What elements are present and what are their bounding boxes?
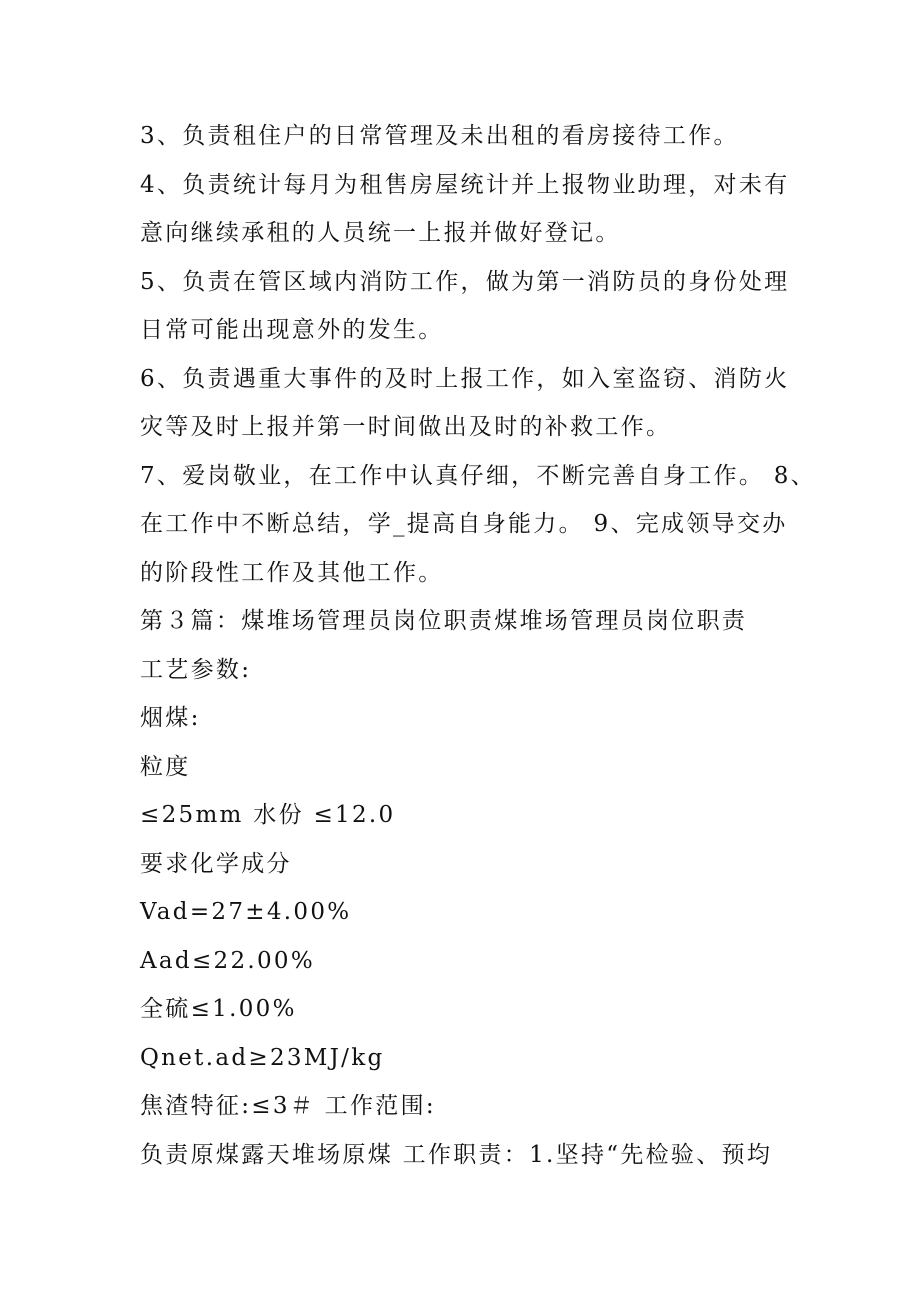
text-line-7: 灾等及时上报并第一时间做出及时的补救工作。 <box>140 414 672 440</box>
text-line-13: 烟煤: <box>140 705 201 731</box>
text-line-6: 6、负责遇重大事件的及时上报工作，如入室盗窃、消防火 <box>140 365 790 392</box>
text-line-20: Qnet.ad≥23MJ/kg <box>140 1044 385 1071</box>
text-line-4: 5、负责在管区域内消防工作，做为第一消防员的身份处理 <box>140 268 790 295</box>
text-line-19: 全硫≤1.00% <box>140 996 297 1022</box>
section-heading: 第３篇：煤堆场管理员岗位职责煤堆场管理员岗位职责 <box>140 608 748 634</box>
text-line-1: 3、负责租住户的日常管理及未出租的看房接待工作。 <box>140 123 739 149</box>
text-line-16: 要求化学成分 <box>140 850 292 877</box>
text-line-17: Vad=27±4.00% <box>140 899 352 925</box>
text-line-22: 负责原煤露天堆场原煤 工作职责：1.坚持“先检验、预均 <box>140 1141 773 1168</box>
text-line-9: 在工作中不断总结，学_提高自身能力。 9、完成领导交办 <box>140 511 788 537</box>
text-line-3: 意向继续承租的人员统一上报并做好登记。 <box>140 220 621 246</box>
text-line-18: Aad≤22.00% <box>140 947 316 974</box>
text-line-5: 日常可能出现意外的发生。 <box>140 317 444 343</box>
text-line-15: ≤25mm 水份 ≤12.0 <box>140 802 396 828</box>
text-line-12: 工艺参数: <box>140 656 252 683</box>
text-line-14: 粒度 <box>140 753 191 780</box>
text-line-8: 7、爱岗敬业，在工作中认真仔细，不断完善自身工作。 8、 <box>140 462 816 489</box>
document-body <box>140 112 816 1179</box>
text-line-21: 焦渣特征:≤3＃ 工作范围: <box>140 1093 436 1119</box>
text-line-2: 4、负责统计每月为租售房屋统计并上报物业助理，对未有 <box>140 171 790 198</box>
text-line-10: 的阶段性工作及其他工作。 <box>140 559 444 586</box>
